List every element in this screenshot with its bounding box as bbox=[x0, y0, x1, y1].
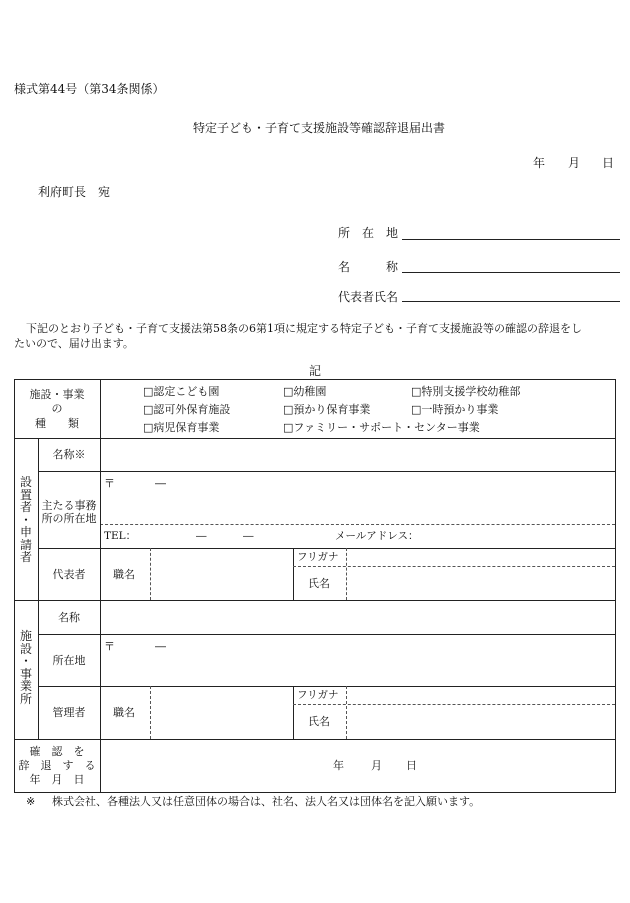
rep-furigana-field[interactable] bbox=[347, 549, 615, 566]
withdrawal-date-field[interactable] bbox=[101, 740, 615, 792]
date-month: 月 bbox=[568, 156, 581, 170]
rep-person-name-label: 氏名 bbox=[308, 577, 330, 590]
applicant-name-label: 名 称 bbox=[338, 260, 399, 274]
email-label: メールアドレス： bbox=[335, 530, 419, 542]
facility-type-label-2: の bbox=[51, 402, 63, 415]
checkbox-byoji-hoiku[interactable]: □病児保育事業 bbox=[143, 421, 220, 434]
date-day: 日 bbox=[602, 156, 615, 170]
checkbox-ichiji-azukari[interactable]: □一時預かり事業 bbox=[411, 403, 499, 416]
applicant-office-label-1: 主たる事務 bbox=[41, 499, 97, 512]
facility-type-label-3: 種 類 bbox=[35, 417, 79, 430]
date-year: 年 bbox=[533, 156, 546, 170]
facility-postal-mark: 〒 bbox=[104, 640, 115, 653]
withdrawal-label-3: 年 月 日 bbox=[29, 773, 85, 786]
footnote-mark: ※ bbox=[26, 795, 36, 808]
facility-section-label: 施 設 ・ 事 業 所 bbox=[19, 629, 32, 706]
checkbox-tokubetsu-shien[interactable]: □特別支援学校幼稚部 bbox=[411, 385, 521, 398]
facility-location-field[interactable] bbox=[101, 635, 615, 686]
applicant-location-line[interactable] bbox=[402, 239, 620, 240]
tel-label: TEL： bbox=[104, 530, 137, 542]
facility-postal-dash: ― bbox=[155, 640, 166, 653]
postal-dash: ― bbox=[155, 477, 166, 490]
withdrawal-label-1: 確 認 を bbox=[29, 745, 85, 758]
withdrawal-day: 日 bbox=[406, 759, 417, 772]
facility-name-label: 名称 bbox=[58, 611, 80, 624]
checkbox-family-support[interactable]: □ファミリー・サポート・センター事業 bbox=[283, 421, 480, 434]
facility-location-label: 所在地 bbox=[52, 654, 86, 667]
applicant-section-label: 設 置 者 ・ 申 請 者 bbox=[19, 475, 32, 564]
applicant-location-label: 所 在 地 bbox=[338, 226, 399, 240]
applicant-rep-label: 代表者氏名 bbox=[338, 290, 399, 304]
applicant-rep-line[interactable] bbox=[402, 301, 620, 302]
applicant-name-label-cell: 名称※ bbox=[52, 448, 86, 461]
applicant-name-line[interactable] bbox=[402, 272, 620, 273]
page-title: 特定子ども・子育て支援施設等確認辞退届出書 bbox=[193, 121, 446, 135]
applicant-office-label-2: 所の所在地 bbox=[41, 512, 97, 525]
tel-dash-2: ― bbox=[243, 530, 254, 542]
tel-dash-1: ― bbox=[196, 530, 207, 542]
rep-title-field[interactable] bbox=[151, 549, 292, 600]
body-text-line2: たいので、届け出ます。 bbox=[14, 337, 134, 350]
facility-name-field[interactable] bbox=[101, 601, 615, 634]
manager-person-name-label: 氏名 bbox=[308, 715, 330, 728]
checkbox-nintei-kodomoen[interactable]: □認定こども園 bbox=[143, 385, 220, 398]
manager-person-name-field[interactable] bbox=[347, 705, 615, 739]
ki-heading: 記 bbox=[309, 364, 322, 378]
rep-label: 代表者 bbox=[52, 568, 86, 581]
checkbox-yochien[interactable]: □幼稚園 bbox=[283, 385, 327, 398]
form-number: 様式第44号（第34条関係） bbox=[14, 82, 165, 96]
manager-furigana-label: フリガナ bbox=[297, 689, 339, 701]
applicant-name-field[interactable] bbox=[101, 439, 615, 471]
manager-title-field[interactable] bbox=[151, 687, 292, 739]
facility-type-label-1: 施設・事業 bbox=[29, 388, 85, 401]
withdrawal-year: 年 bbox=[333, 759, 344, 772]
footnote-text: 株式会社、各種法人又は任意団体の場合は、社名、法人名又は団体名を記入願います。 bbox=[52, 795, 481, 808]
withdrawal-label-2: 辞 退 す る bbox=[18, 759, 96, 772]
applicant-office-field[interactable] bbox=[101, 472, 615, 524]
manager-label: 管理者 bbox=[52, 706, 86, 719]
rep-person-name-field[interactable] bbox=[347, 567, 615, 600]
body-text-line1: 下記のとおり子ども・子育て支援法第58条の6第1項に規定する特定子ども・子育て支援施設等の確認の辞退をし bbox=[26, 322, 582, 335]
checkbox-azukari-hoiku[interactable]: □預かり保育事業 bbox=[283, 403, 371, 416]
checkbox-ninkagai-hoiku[interactable]: □認可外保育施設 bbox=[143, 403, 231, 416]
rep-furigana-label: フリガナ bbox=[297, 551, 339, 563]
withdrawal-month: 月 bbox=[371, 759, 382, 772]
addressee: 利府町長 宛 bbox=[38, 185, 111, 199]
rep-title-label: 職名 bbox=[113, 568, 135, 581]
manager-title-label: 職名 bbox=[113, 706, 135, 719]
postal-mark: 〒 bbox=[104, 477, 115, 490]
manager-furigana-field[interactable] bbox=[347, 687, 615, 704]
